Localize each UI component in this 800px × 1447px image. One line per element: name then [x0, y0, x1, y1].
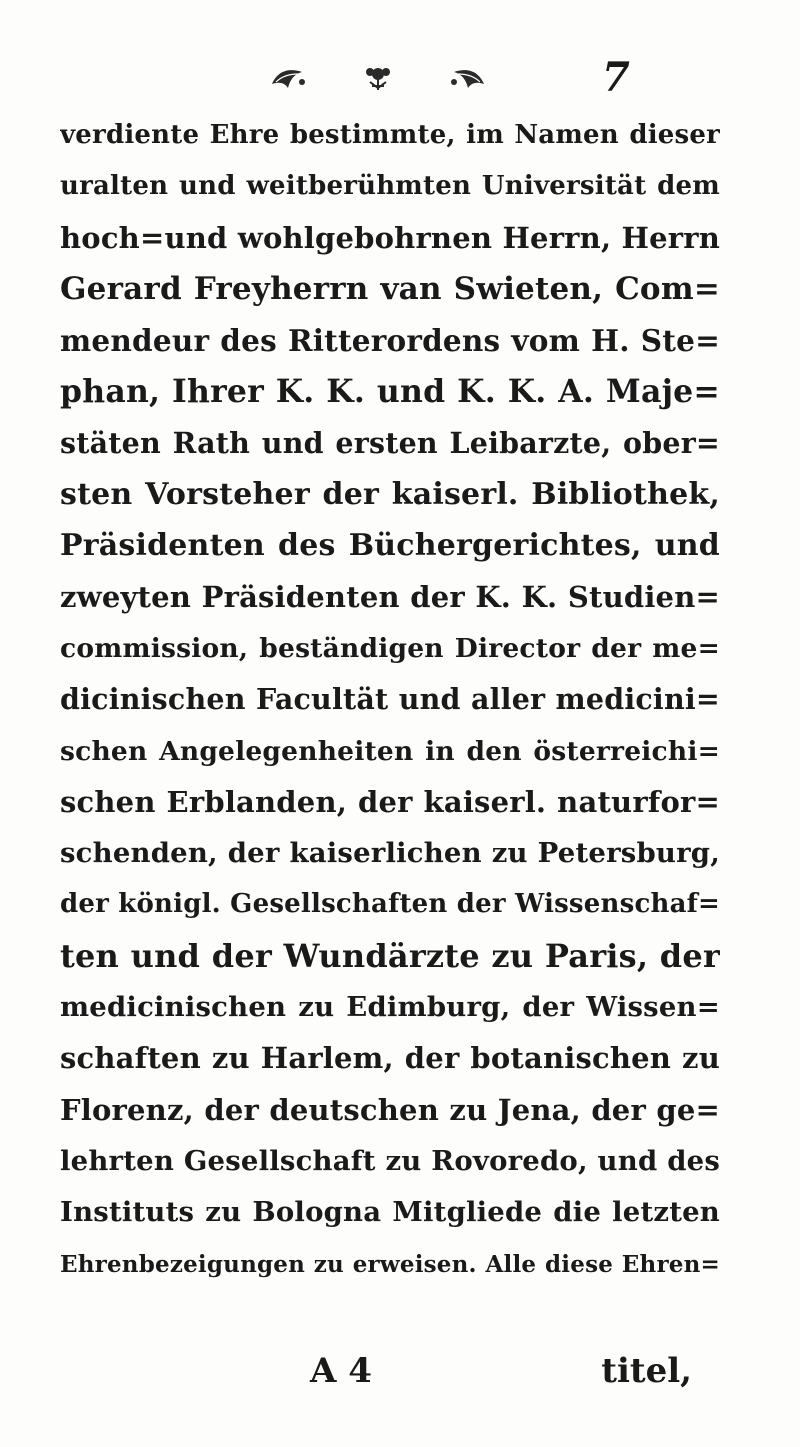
text-line: der königl. Gesellschaften der Wissenschaf=	[60, 889, 720, 920]
page-number: 7	[602, 54, 630, 101]
signature-mark: A 4	[310, 1351, 372, 1391]
text-line: schenden, der kaiserlichen zu Petersburg,	[60, 837, 720, 870]
flower-ornament-icon	[358, 62, 398, 92]
text-line: sten Vorsteher der kaiserl. Bibliothek,	[60, 477, 720, 513]
text-line: Florenz, der deutschen zu Jena, der ge=	[60, 1092, 720, 1127]
page-footer	[60, 1346, 720, 1396]
catchword: titel,	[601, 1351, 692, 1391]
text-line: lehrten Gesellschaft zu Rovoredo, und des	[60, 1144, 720, 1177]
body-text	[60, 110, 720, 1290]
text-line: Ehrenbezeigungen zu erweisen. Alle diese Ehren=	[60, 1250, 720, 1278]
text-line: schen Erblanden, der kaiserl. naturfor=	[60, 784, 720, 819]
text-line: ten und der Wundärzte zu Paris, der	[60, 936, 720, 975]
text-line: Präsidenten des Büchergerichtes, und	[60, 528, 720, 564]
text-line: phan, Ihrer K. K. und K. K. A. Maje=	[60, 373, 720, 411]
text-line: Instituts zu Bologna Mitgliede die letzten	[60, 1196, 720, 1229]
text-line: uralten und weitberühmten Universität dem	[60, 171, 720, 202]
text-line: medicinischen zu Edimburg, der Wissen=	[60, 991, 720, 1024]
text-line: zweyten Präsidenten der K. K. Studien=	[60, 579, 720, 614]
text-line: stäten Rath und ersten Leibarzte, ober=	[60, 425, 720, 460]
text-line: verdiente Ehre bestimmte, im Namen dieser	[60, 120, 720, 150]
header-ornament	[268, 60, 488, 94]
page-header	[0, 56, 800, 100]
text-line: Gerard Freyherrn van Swieten, Com=	[60, 270, 720, 307]
text-line: dicinischen Facultät und aller medicini=	[60, 682, 720, 717]
text-line: hoch=und wohlgebohrnen Herrn, Herrn	[60, 220, 720, 255]
text-line: schaften zu Harlem, der botanischen zu	[60, 1041, 720, 1076]
leaf-ornament-icon	[448, 62, 488, 92]
leaf-ornament-icon	[268, 62, 308, 92]
text-line: commission, beständigen Director der me=	[60, 632, 720, 664]
text-line: mendeur des Ritterordens vom H. Ste=	[60, 323, 720, 359]
text-line: schen Angelegenheiten in den österreichi=	[60, 735, 720, 767]
